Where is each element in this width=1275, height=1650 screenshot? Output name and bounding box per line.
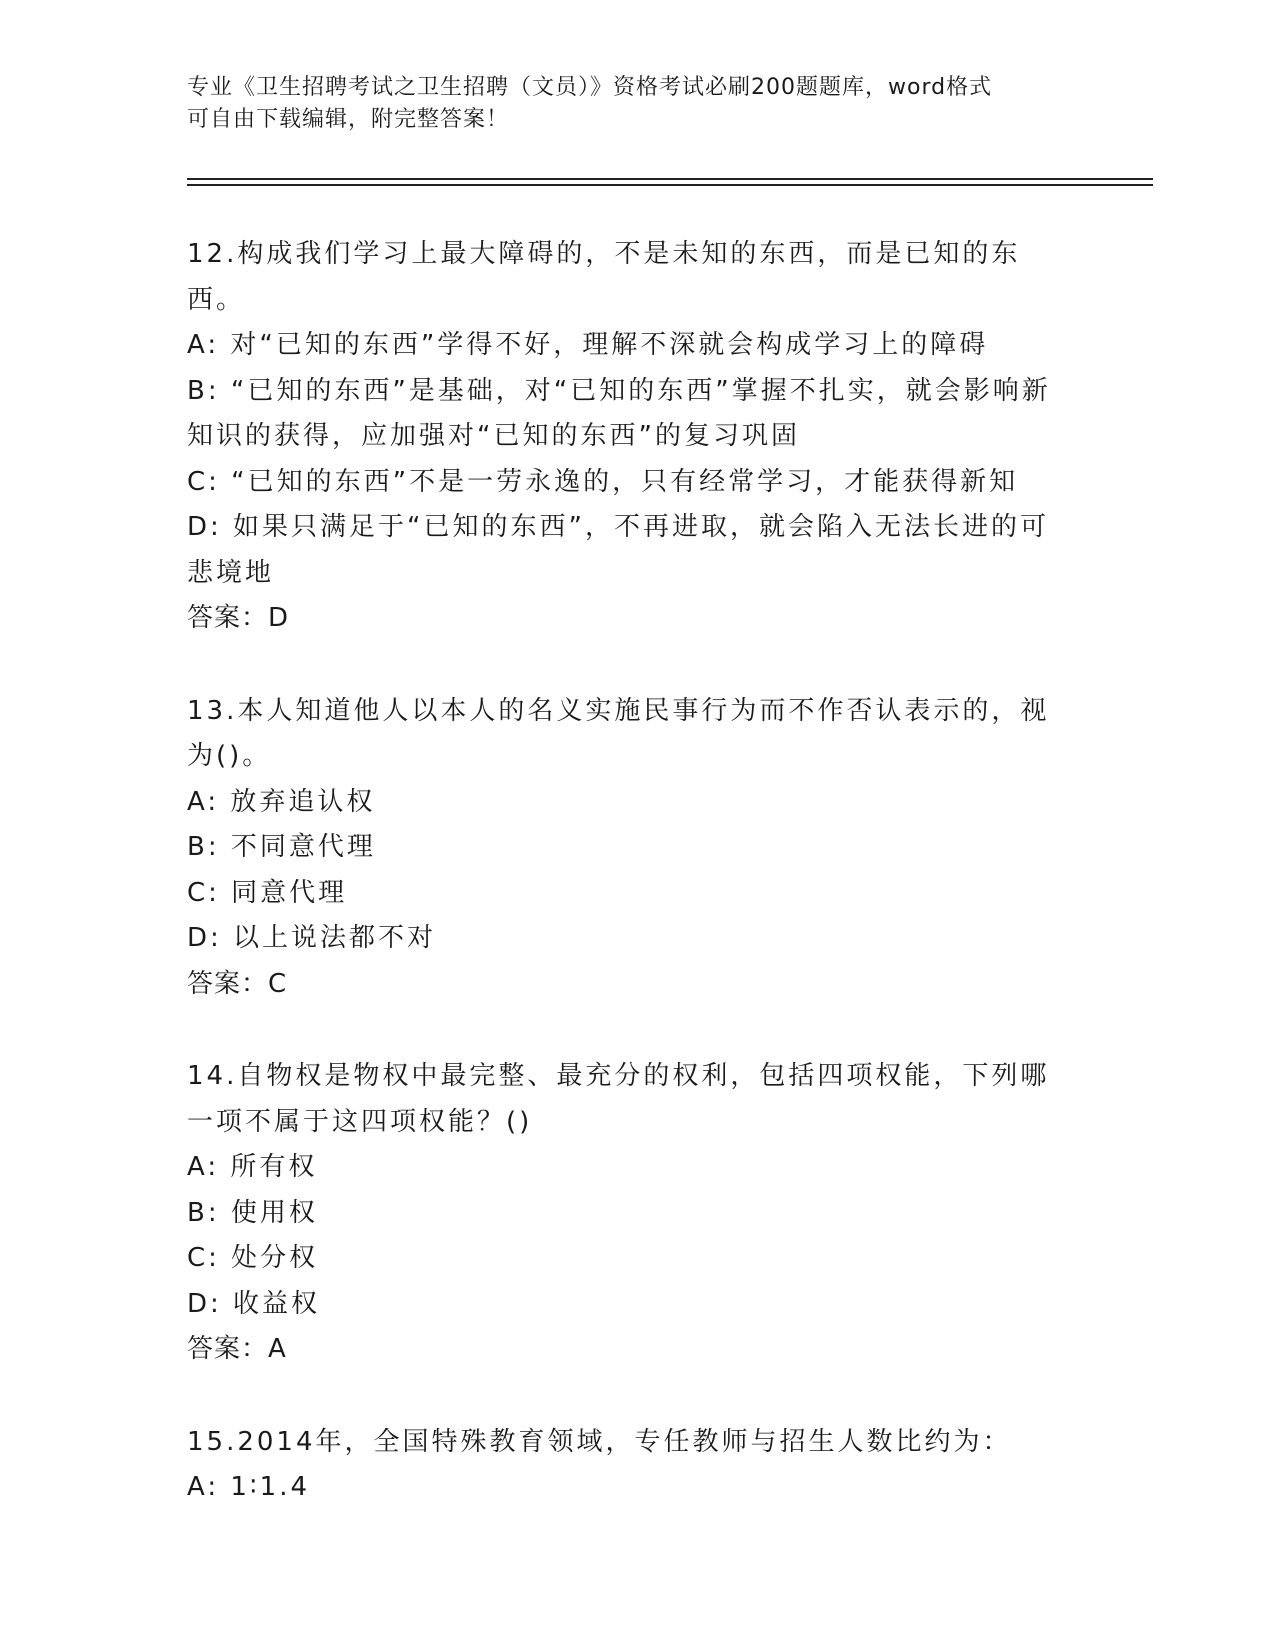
- header-divider-bottom: [187, 184, 1153, 186]
- option-b: B: 使用权: [187, 1197, 318, 1228]
- question-stem: 14.自物权是物权中最完整、最充分的权利，包括四项权能，下列哪一项不属于这四项权能？(): [187, 1061, 1050, 1137]
- option-a: A: 放弃追认权: [187, 786, 376, 817]
- option-a: A: 所有权: [187, 1152, 318, 1182]
- question-stem: 12.构成我们学习上最大障碍的，不是未知的东西，而是已知的东西。: [187, 239, 1021, 315]
- option-c: C: 同意代理: [187, 877, 348, 908]
- option-d: D: 以上说法都不对: [187, 923, 437, 953]
- question-13: [187, 689, 1067, 1008]
- document-header: [187, 72, 1067, 136]
- option-d: D: 收益权: [187, 1288, 321, 1319]
- answer-label: 答案：D: [187, 603, 290, 633]
- question-stem: 15.2014年，全国特殊教育领域，专任教师与招生人数比约为：: [187, 1426, 1012, 1457]
- answer-label: 答案：C: [187, 968, 288, 999]
- option-a: A: 对“已知的东西”学得不好，理解不深就会构成学习上的障碍: [187, 330, 989, 360]
- option-a: A: 1∶1.4: [187, 1472, 311, 1502]
- question-15: [187, 1420, 1067, 1511]
- question-stem: 13.本人知道他人以本人的名义实施民事行为而不作否认表示的，视为()。: [187, 695, 1050, 771]
- header-line-1: 专业《卫生招聘考试之卫生招聘（文员）》资格考试必刷200题题库，word格式: [187, 75, 993, 100]
- header-divider-top: [187, 178, 1153, 180]
- header-line-2: 可自由下载编辑，附完整答案！: [187, 107, 510, 132]
- question-12: [187, 232, 1067, 642]
- option-d: D: 如果只满足于“已知的东西”，不再进取，就会陷入无法长进的可悲境地: [187, 512, 1049, 588]
- option-c: C: 处分权: [187, 1243, 319, 1273]
- question-list: [187, 232, 1067, 1558]
- option-b: B: 不同意代理: [187, 832, 376, 862]
- question-14: [187, 1054, 1067, 1373]
- option-b: B: “已知的东西”是基础，对“已知的东西”掌握不扎实，就会影响新知识的获得，应加强对“已知的东西”的复习巩固: [187, 375, 1051, 451]
- option-c: C: “已知的东西”不是一劳永逸的，只有经常学习，才能获得新知: [187, 466, 1019, 497]
- answer-label: 答案：A: [187, 1334, 287, 1364]
